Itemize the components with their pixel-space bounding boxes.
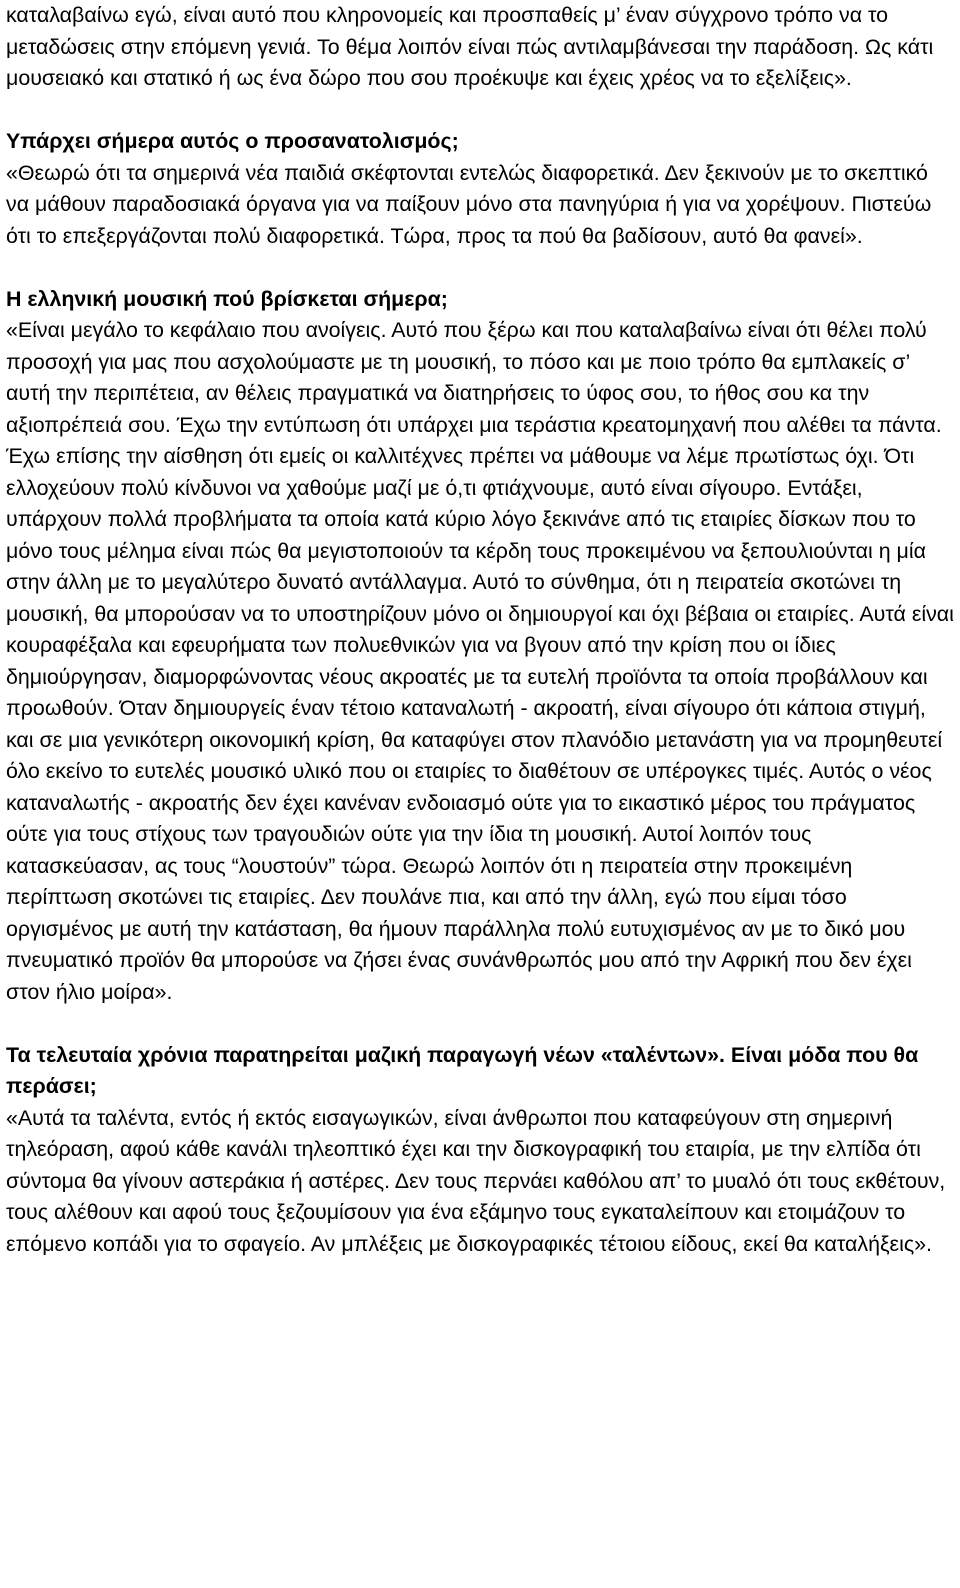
- section-answer-3: «Αυτά τα ταλέντα, εντός ή εκτός εισαγωγικών, είναι άνθρωποι που καταφεύγουν στη σημερινή τηλεόραση, αφού κάθε κανάλι τηλεοπτικό έχει και την δισκογραφική του εταιρία, με την ελπίδα ότι σύντομα θα γίνουν αστεράκια ή αστέρες. Δεν τους περνάει καθόλου απ’ το μυαλό ότι τους εκθέτουν, τους αλέθουν και αφού τους ξεζουμίσουν για ένα εξάμηνο τους εγκαταλείπουν και ετοιμάζουν το επόμενο κοπάδι για το σφαγείο. Αν μπλέξεις με δισκογραφικές τέτοιου είδους, εκεί θα καταλήξεις».: [6, 1105, 946, 1256]
- paragraph-spacer: [6, 95, 954, 127]
- document-page: [6, 0, 954, 1260]
- section-question-2: Η ελληνική μουσική πού βρίσκεται σήμερα;: [6, 286, 448, 311]
- paragraph-spacer: [6, 1008, 954, 1040]
- paragraph-spacer: [6, 252, 954, 284]
- section-answer-1: «Θεωρώ ότι τα σημερινά νέα παιδιά σκέφτονται εντελώς διαφορετικά. Δεν ξεκινούν με το σκεπτικό να μάθουν παραδοσιακά όργανα για να παίξουν μόνο στα πανηγύρια ή για να χορέψουν. Πιστεύω ότι το επεξεργάζονται πολύ διαφορετικά. Τώρα, προς τα πού θα βαδίσουν, αυτό θα φανεί».: [6, 160, 932, 248]
- section-answer-2: «Είναι μεγάλο το κεφάλαιο που ανοίγεις. Αυτό που ξέρω και που καταλαβαίνω είναι ότι θέλει πολύ προσοχή για μας που ασχολούμαστε με τη μουσική, το πόσο και με ποιο τρόπο θα εμπλακείς σ’ αυτή την περιπέτεια, αν θέλεις πραγματικά να διατηρήσεις το ύφος σου, το ήθος σου κα την αξιοπρέπειά σου. Έχω την εντύπωση ότι υπάρχει μια τεράστια κρεατομηχανή που αλέθει τα πάντα. Έχω επίσης την αίσθηση ότι εμείς οι καλλιτέχνες πρέπει να μάθουμε να λέμε πρωτίστως όχι. Ότι ελλοχεύουν πολύ κίνδυνοι να χαθούμε μαζί με ό,τι φτιάχνουμε, αυτό είναι σίγουρο. Εντάξει, υπάρχουν πολλά προβλήματα τα οποία κατά κύριο λόγο ξεκινάνε από τις εταιρίες δίσκων που το μόνο τους μέλημα είναι πώς θα μεγιστοποιούν τα κέρδη τους προκειμένου να ξεπουλιούνται η μία στην άλλη με το μεγαλύτερο δυνατό αντάλλαγμα. Αυτό το σύνθημα, ότι η πειρατεία σκοτώνει τη μουσική, θα μπορούσαν να το υποστηρίζουν μόνο οι δημιουργοί και όχι βέβαια οι εταιρίες. Αυτά είναι κουραφέξαλα και εφευρήματα των πολυεθνικών για να βγουν από την κρίση που οι ίδιες δημιούργησαν, διαμορφώνοντας νέους ακροατές με τα ευτελή προϊόντα τα οποία προβάλλουν και προωθούν. Όταν δημιουργείς έναν τέτοιο καταναλωτή - ακροατή, είναι σίγουρο ότι κάποια στιγμή, και σε μια γενικότερη οικονομική κρίση, θα καταφύγει στον πλανόδιο μετανάστη για να προμηθευτεί όλο εκείνο το ευτελές μουσικό υλικό που οι εταιρίες το διαθέτουν σε υπέρογκες τιμές. Αυτός ο νέος καταναλωτής - ακροατής δεν έχει κανέναν ενδοιασμό ούτε για το εικαστικό μέρος του πράγματος ούτε για τους στίχους των τραγουδιών ούτε για την ίδια τη μουσική. Αυτοί λοιπόν τους κατασκεύασαν, ας τους “λουστούν” τώρα. Θεωρώ λοιπόν ότι η πειρατεία στην προκειμένη περίπτωση σκοτώνει τις εταιρίες. Δεν πουλάνε πια, και από την άλλη, εγώ που είμαι τόσο οργισμένος με αυτή την κατάσταση, θα ήμουν παράλληλα πολύ ευτυχισμένος αν με το δικό μου πνευματικό προϊόν θα μπορούσε να ζήσει ένας συνάνθρωπός μου από την Αφρική που δεν έχει στον ήλιο μοίρα».: [6, 318, 954, 1004]
- intro-paragraph: καταλαβαίνω εγώ, είναι αυτό που κληρονομείς και προσπαθείς μ’ έναν σύγχρονο τρόπο να το μεταδώσεις στην επόμενη γενιά. Το θέμα λοιπόν είναι πώς αντιλαμβάνεσαι την παράδοση. Ως κάτι μουσειακό και στατικό ή ως ένα δώρο που σου προέκυψε και έχεις χρέος να το εξελίξεις».: [6, 3, 934, 90]
- section-question-1: Υπάρχει σήμερα αυτός ο προσανατολισμός;: [6, 129, 459, 153]
- section-question-3: Τα τελευταία χρόνια παρατηρείται μαζική παραγωγή νέων «ταλέντων». Είναι μόδα που θα περάσει;: [6, 1042, 919, 1098]
